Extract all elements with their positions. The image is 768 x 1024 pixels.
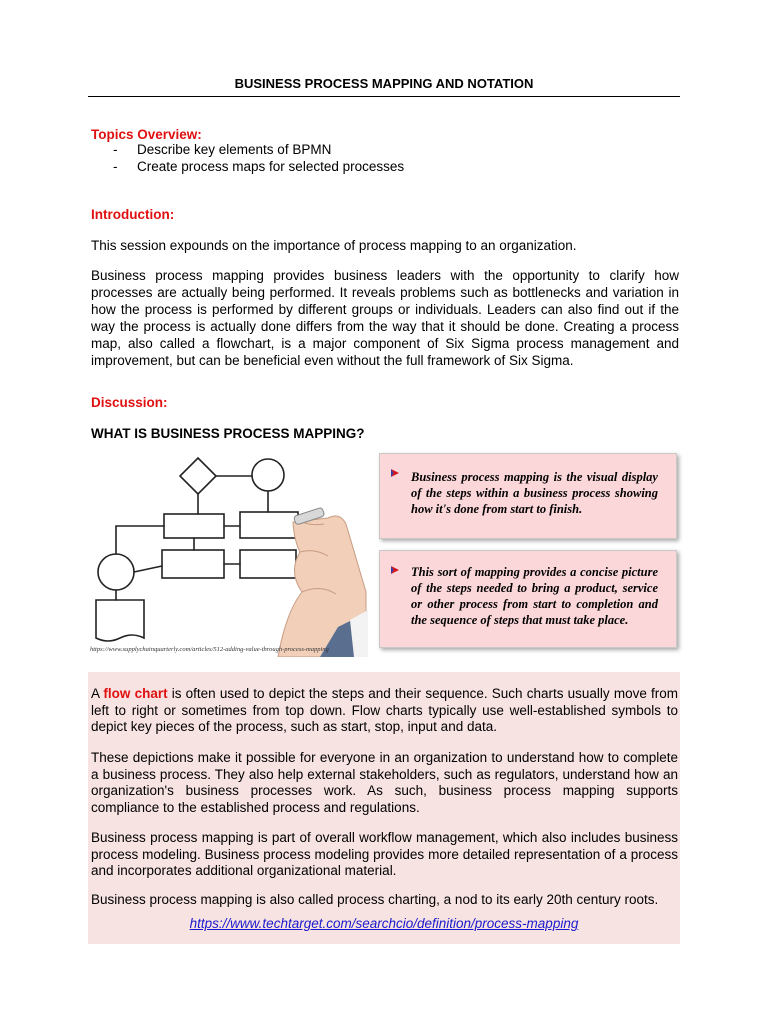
intro-paragraph-1: This session expounds on the importance of process mapping to an organization. <box>91 238 577 253</box>
box-paragraph-3: Business process mapping is part of overall workflow management, which also includes business process modeling. Business process modeling provides more detailed representation of a process and incorporates additional organizational material. <box>91 830 678 878</box>
callout-box <box>379 550 677 648</box>
info-box <box>88 672 680 944</box>
intro-paragraph-2: Business process mapping provides business leaders with the opportunity to clarify how processes are actually being performed. It reveals problems such as bottlenecks and variation in how the process is performed by different groups or individuals. Leaders can also find out if the way the process is actually done differs from the way that it should be done. Creating a process map, also called a flowchart, is a major component of Six Sigma process management and improvement, but can be beneficial even without the full framework of Six Sigma. <box>91 268 679 368</box>
section-subheading: WHAT IS BUSINESS PROCESS MAPPING? <box>91 426 365 441</box>
source-link[interactable]: https://www.techtarget.com/searchcio/definition/process-mapping <box>189 916 579 931</box>
callout-text: This sort of mapping provides a concise picture of the steps needed to bring a product, service or other process from start to completion and the sequence of steps that must take place. <box>411 565 658 627</box>
arrow-bullet-icon <box>390 565 400 575</box>
list-item: - Describe key elements of BPMN <box>113 142 332 157</box>
topics-heading: Topics Overview: <box>91 127 202 142</box>
callout-box <box>379 453 677 539</box>
introduction-heading: Introduction: <box>91 207 175 222</box>
arrow-bullet-icon <box>390 468 400 478</box>
box-paragraph-2: These depictions make it possible for everyone in an organization to understand how to complete a business process. They also help external stakeholders, such as regulators, understand how an organization's business processes work. As such, business process mapping supports compliance to the established process and regulations. <box>91 750 678 815</box>
figure-caption: https://www.supplychainquarterly.com/articles/512-adding-value-through-process-mapping <box>90 646 329 653</box>
flowchart-illustration <box>88 452 368 657</box>
list-item: - Create process maps for selected processes <box>113 159 405 174</box>
flow-chart-term: flow chart <box>103 686 168 701</box>
box-paragraph-4: Business process mapping is also called process charting, a nod to its early 20th century roots. <box>91 892 659 907</box>
flowchart-paragraph: A flow chart is often used to depict the steps and their sequence. Such charts usually move from left to right or sometimes from top down. Flow charts typically use well-established symbols to depict key pieces of the process, such as start, stop, input and data. <box>91 686 678 734</box>
discussion-heading: Discussion: <box>91 395 168 410</box>
callout-text: Business process mapping is the visual display of the steps within a business process showing how it's done from start to finish. <box>411 470 658 516</box>
document-title: BUSINESS PROCESS MAPPING AND NOTATION <box>234 76 534 91</box>
topics-list <box>113 141 404 175</box>
title-rule <box>88 96 680 97</box>
